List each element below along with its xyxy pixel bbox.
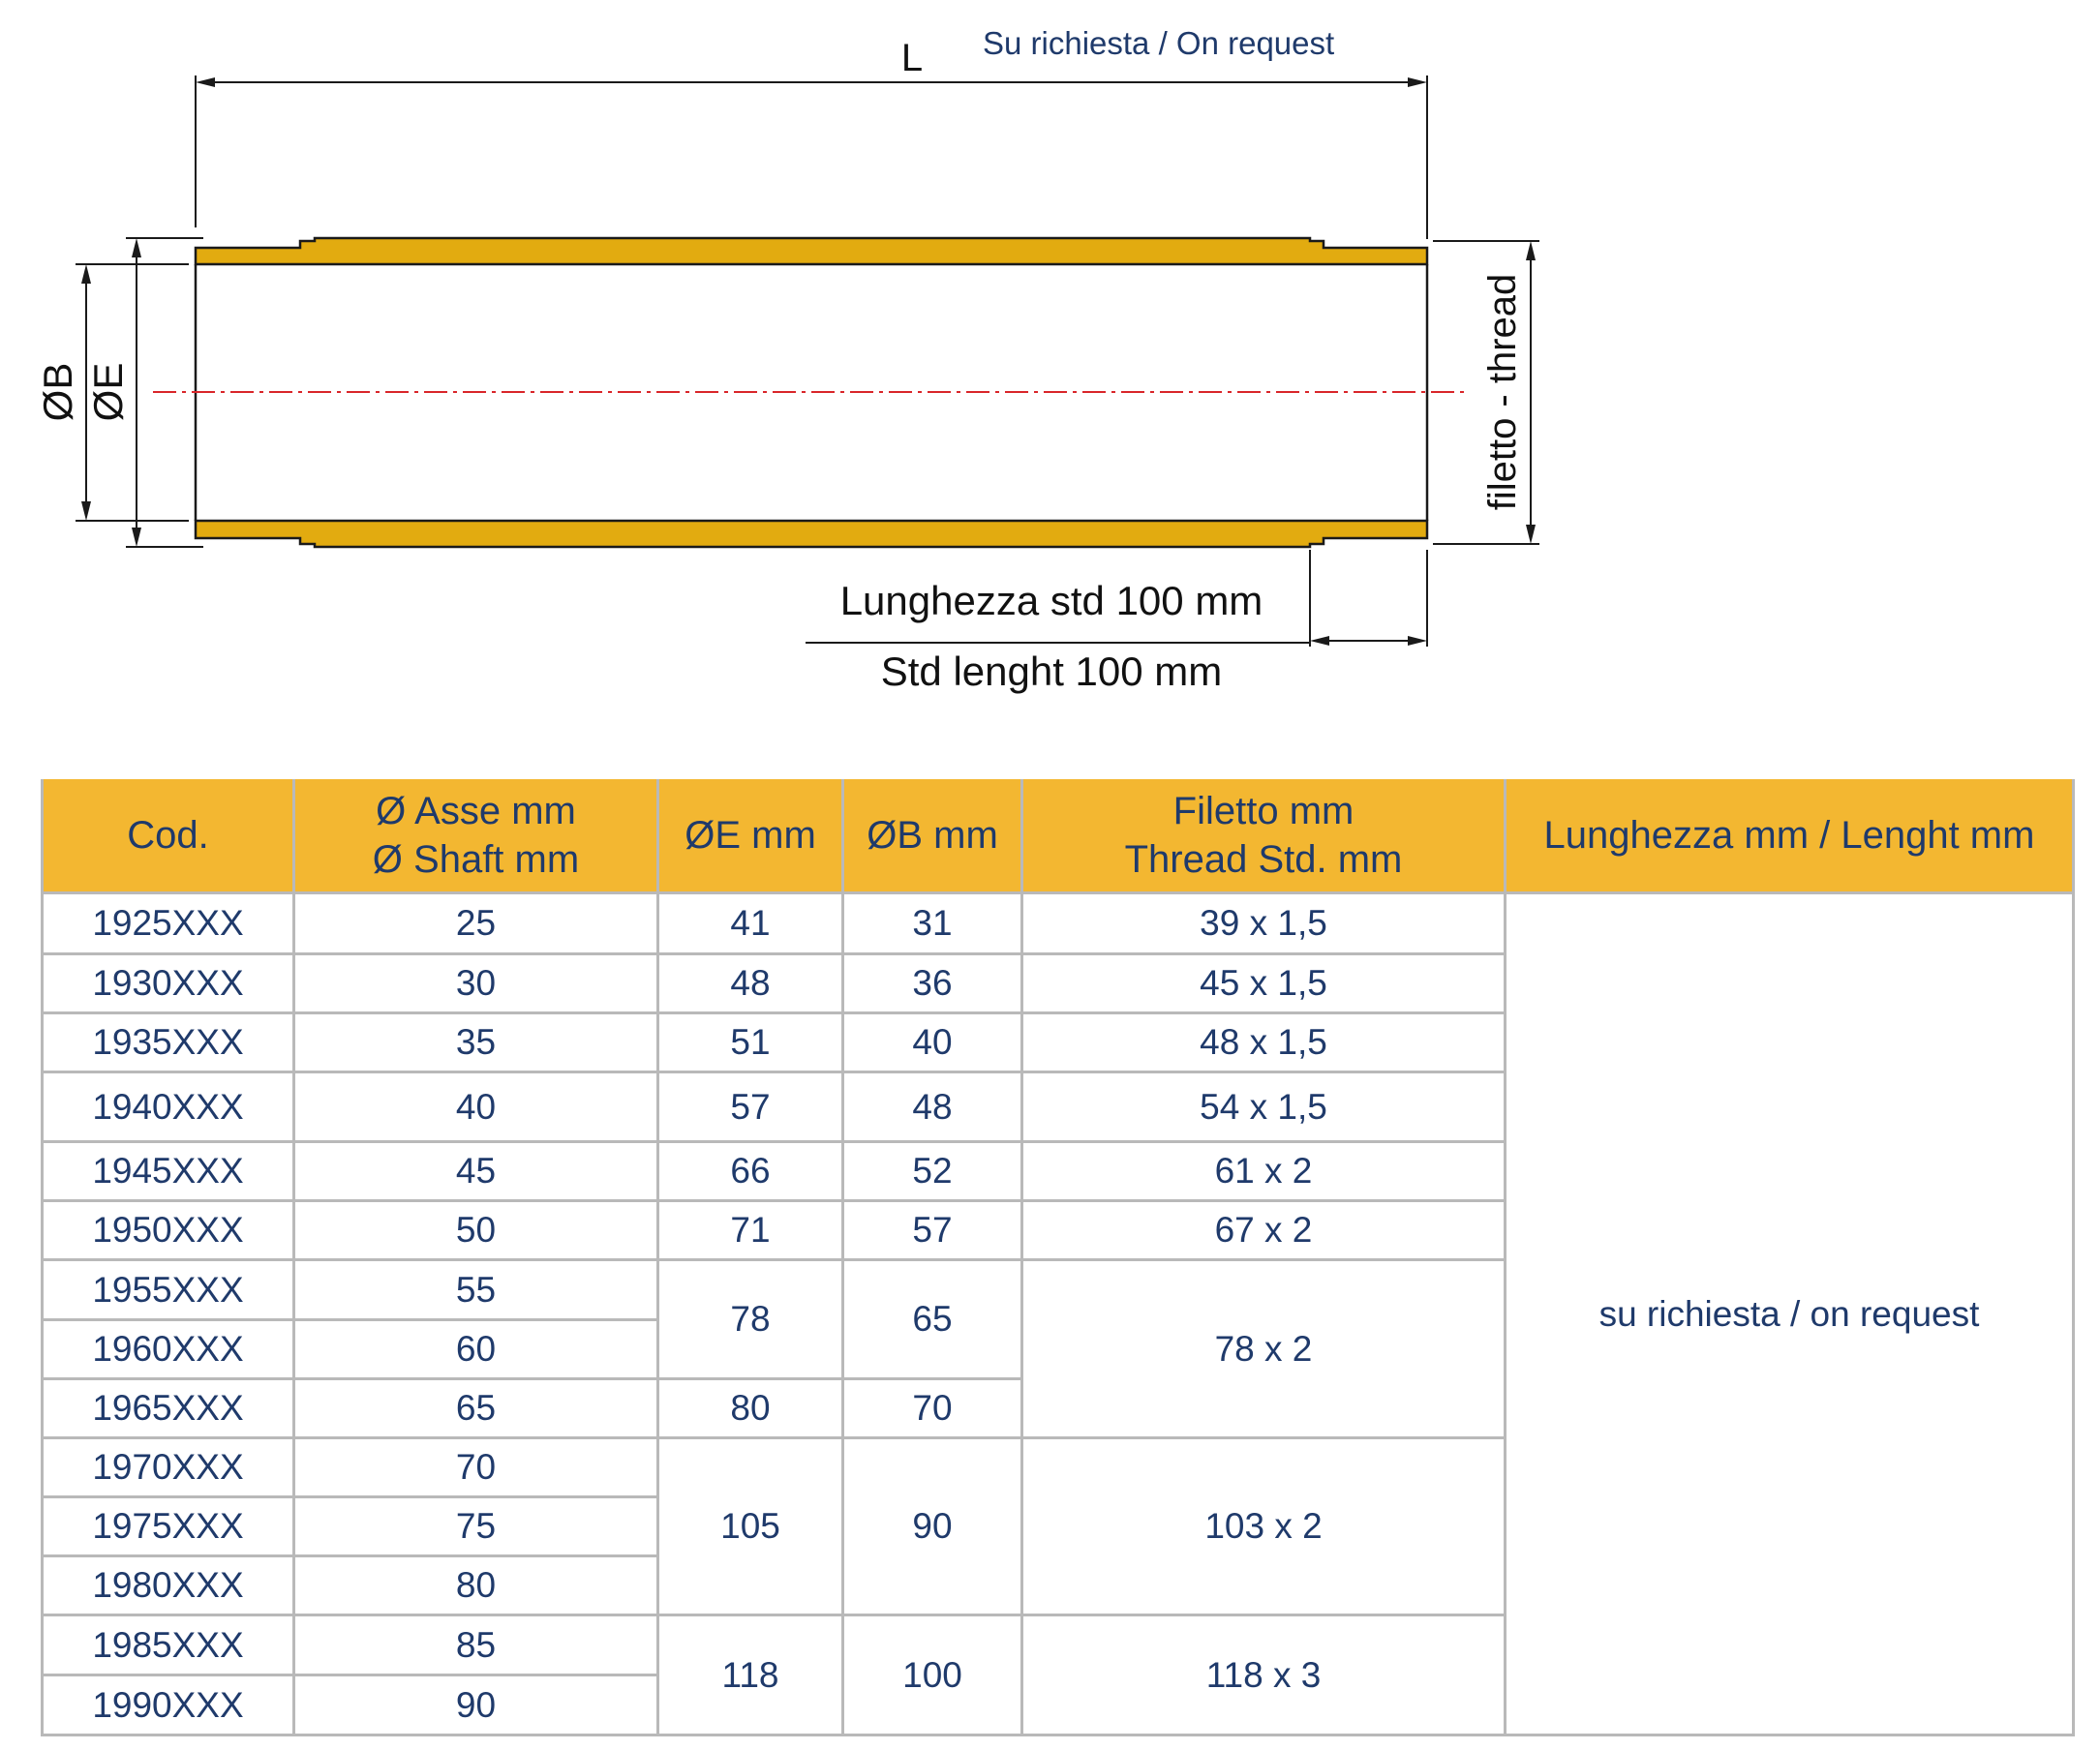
- cell-e: 57: [658, 1072, 843, 1142]
- cell-cod: 1935XXX: [43, 1013, 294, 1072]
- cell-b: 40: [843, 1013, 1022, 1072]
- on-request-note: Su richiesta / On request: [983, 25, 1335, 61]
- cell-thread: 45 x 1,5: [1022, 954, 1506, 1013]
- header-b: ØB mm: [843, 779, 1022, 893]
- cell-length-on-request: su richiesta / on request: [1506, 893, 2074, 1735]
- cell-e: 41: [658, 893, 843, 954]
- header-thread: [1022, 779, 1506, 893]
- cell-shaft: 60: [294, 1320, 658, 1379]
- cell-e: 78: [658, 1260, 843, 1379]
- cell-shaft: 30: [294, 954, 658, 1013]
- cell-shaft: 50: [294, 1201, 658, 1260]
- dim-thread-arrow-top: [1526, 241, 1536, 260]
- tube-upper-wall: [196, 238, 1427, 264]
- header-cod: Cod.: [43, 779, 294, 893]
- cell-thread: 103 x 2: [1022, 1438, 1506, 1615]
- cell-cod: 1985XXX: [43, 1615, 294, 1675]
- cell-e: 105: [658, 1438, 843, 1615]
- cell-cod: 1990XXX: [43, 1675, 294, 1735]
- dim-e-arrow-top: [81, 264, 91, 284]
- cell-shaft: 70: [294, 1438, 658, 1497]
- cell-cod: 1945XXX: [43, 1142, 294, 1201]
- header-thread-english: Thread Std. mm: [1124, 838, 1403, 881]
- cell-shaft: 65: [294, 1379, 658, 1438]
- cell-b: 70: [843, 1379, 1022, 1438]
- cell-cod: 1970XXX: [43, 1438, 294, 1497]
- cell-thread: 54 x 1,5: [1022, 1072, 1506, 1142]
- cell-shaft: 40: [294, 1072, 658, 1142]
- cell-e: 71: [658, 1201, 843, 1260]
- cell-b: 31: [843, 893, 1022, 954]
- header-shaft-italian: Ø Asse mm: [376, 790, 576, 832]
- cell-e: 48: [658, 954, 843, 1013]
- cell-b: 36: [843, 954, 1022, 1013]
- cell-b: 48: [843, 1072, 1022, 1142]
- dim-l-arrow-left: [196, 77, 215, 87]
- cell-thread: 67 x 2: [1022, 1201, 1506, 1260]
- header-shaft-english: Ø Shaft mm: [372, 838, 580, 881]
- cell-cod: 1930XXX: [43, 954, 294, 1013]
- dim-l-arrow-right: [1408, 77, 1427, 87]
- dim-thread-arrow-bottom: [1526, 525, 1536, 544]
- roller-technical-drawing: [0, 0, 2100, 736]
- table-row: [43, 893, 2074, 954]
- cell-e: 66: [658, 1142, 843, 1201]
- cell-b: 65: [843, 1260, 1022, 1379]
- cell-thread: 39 x 1,5: [1022, 893, 1506, 954]
- cell-shaft: 90: [294, 1675, 658, 1735]
- cell-shaft: 45: [294, 1142, 658, 1201]
- cell-shaft: 35: [294, 1013, 658, 1072]
- tube-lower-wall: [196, 521, 1427, 547]
- cell-shaft: 80: [294, 1556, 658, 1615]
- dim-b-arrow-bottom: [132, 528, 141, 547]
- cell-cod: 1965XXX: [43, 1379, 294, 1438]
- cell-cod: 1960XXX: [43, 1320, 294, 1379]
- cell-cod: 1925XXX: [43, 893, 294, 954]
- dim-l-label: L: [900, 37, 924, 79]
- std-length-italian: Lunghezza std 100 mm: [839, 578, 1263, 623]
- cell-cod: 1980XXX: [43, 1556, 294, 1615]
- header-shaft: [294, 779, 658, 893]
- cell-cod: 1940XXX: [43, 1072, 294, 1142]
- cell-e: 51: [658, 1013, 843, 1072]
- cell-b: 100: [843, 1615, 1022, 1735]
- cell-thread: 61 x 2: [1022, 1142, 1506, 1201]
- dim-b-arrow-top: [132, 238, 141, 257]
- cell-b: 57: [843, 1201, 1022, 1260]
- cell-cod: 1950XXX: [43, 1201, 294, 1260]
- table-header-row: [43, 779, 2074, 893]
- header-thread-italian: Filetto mm: [1172, 790, 1354, 832]
- cell-b: 52: [843, 1142, 1022, 1201]
- cell-shaft: 75: [294, 1497, 658, 1556]
- cell-e: 118: [658, 1615, 843, 1735]
- dim-e-label: ØE: [85, 362, 131, 422]
- std-length-english: Std lenght 100 mm: [880, 649, 1223, 694]
- cell-thread: 78 x 2: [1022, 1260, 1506, 1438]
- dim-std-arrow-right: [1408, 636, 1427, 646]
- cell-b: 90: [843, 1438, 1022, 1615]
- header-length: Lunghezza mm / Lenght mm: [1506, 779, 2074, 893]
- cell-cod: 1975XXX: [43, 1497, 294, 1556]
- dim-e-arrow-bottom: [81, 501, 91, 521]
- cell-e: 80: [658, 1379, 843, 1438]
- dim-b-label: ØB: [35, 362, 80, 422]
- header-e: ØE mm: [658, 779, 843, 893]
- spec-table: [41, 779, 2075, 1736]
- thread-label: filetto - thread: [1481, 273, 1524, 511]
- cell-shaft: 55: [294, 1260, 658, 1320]
- cell-thread: 118 x 3: [1022, 1615, 1506, 1735]
- cell-shaft: 85: [294, 1615, 658, 1675]
- cell-cod: 1955XXX: [43, 1260, 294, 1320]
- cell-shaft: 25: [294, 893, 658, 954]
- cell-thread: 48 x 1,5: [1022, 1013, 1506, 1072]
- dim-std-arrow-left: [1310, 636, 1329, 646]
